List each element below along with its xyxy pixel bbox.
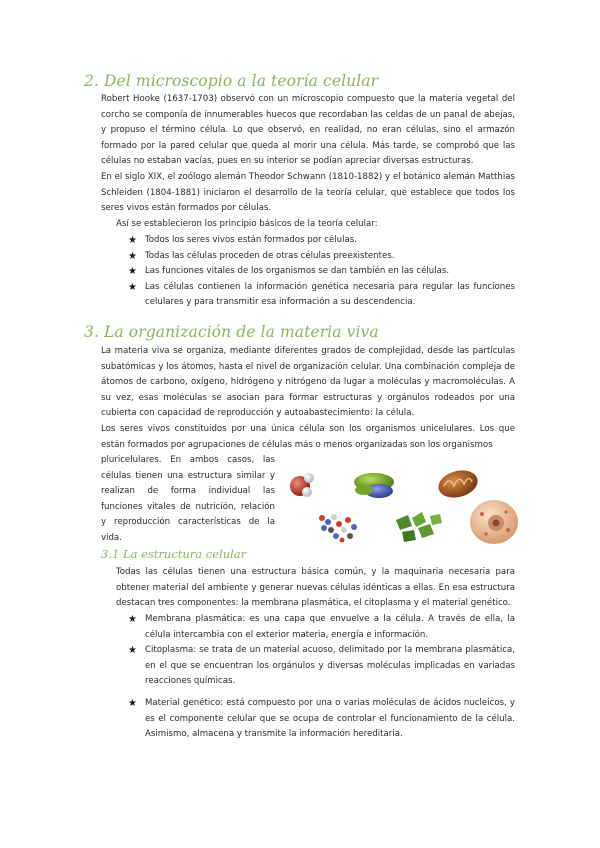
molecules-cluster-shape: [319, 514, 357, 543]
star-bullet-icon: ★: [128, 250, 137, 262]
section-3-wrap-paragraph: pluricelulares. En ambos casos, las células tienen una estructura similar y realizan de forma individual las funciones vitales de nutrición, relación y reproducción características de la vida.: [101, 455, 275, 543]
levels-of-organization-illustration: [284, 460, 520, 546]
list-item: ★ Las células contienen la información genética necesaria para regular las funciones celulares y para transmitir esa información a su descendencia.: [128, 281, 515, 308]
list-item: ★ Citoplasma: se trata de un material acuoso, delimitado por la membrana plasmática, en el que se encuentran los orgánulos y diversas moléculas implicadas en variadas reacciones químicas.: [128, 645, 515, 687]
star-bullet-icon: ★: [128, 281, 137, 293]
hydrogen-atom-shape: [302, 487, 312, 497]
cell-shape: [470, 500, 518, 544]
star-bullet-icon: ★: [128, 614, 137, 625]
section-3-1-intro: Todas las células tienen una estructura básica común, y la maquinaria necesaria para obtener material del ambiente y generar nuevas células idénticas a ellas. En esa estructura destacan tres componentes: la membrana plasmática, el citoplasma y el material genético.: [116, 567, 515, 609]
star-bullet-icon: ★: [128, 697, 137, 709]
list-item: ★ Todos los seres vivos están formados por células.: [128, 233, 515, 249]
mitochondrion-shape: [435, 466, 480, 501]
list-item: ★ Todas las células proceden de otras células preexistentes.: [128, 249, 515, 265]
list-item: ★ Las funciones vitales de los organismos se dan también en las células.: [128, 264, 515, 280]
section-3-paragraph-2: Los seres vivos constituidos por una única célula son los organismos unicelulares. Los que están formados por agrupaciones de células más o menos organizadas son los organismos: [101, 424, 515, 450]
section-2-paragraph-2: En el siglo XIX, el zoólogo alemán Theodor Schwann (1810-1882) y el botánico alemán Matthias Schleiden (1804-1881) iniciaron el desarrollo de la teoría celular, que establece que todos los seres vivos están formados por células.: [101, 172, 515, 214]
list-item: ★ Material genético: está compuesto por una o varias moléculas de ácidos nucleicos, y es el componente celular que se ocupa de controlar el funcionamiento de la célula. Asimismo, almacena y transmite la información hereditaria.: [128, 697, 515, 740]
section-2-paragraph-3: Así se establecieron los principio básicos de la teoría celular:: [116, 219, 378, 229]
section-2-heading: 2. Del microscopio a la teoría celular: [84, 72, 379, 90]
hydrogen-atom-shape: [304, 473, 314, 483]
list-item: ★ Membrana plasmática: es una capa que envuelve a la célula. A través de ella, la célula intercambia con el exterior materia, energía e información.: [128, 614, 515, 640]
macromolecule-shape: [354, 473, 394, 498]
cell-components-list: [128, 612, 515, 743]
section-3-paragraph-1: La materia viva se organiza, mediante diferentes grados de complejidad, desde las partículas subatómicas y los átomos, hasta el nivel de organización celular. Una combinación compleja de átomos de carbono, oxígeno, hidrógeno y nitrógeno da lugar a moléculas y macromoléculas. A su vez, esas moléculas se asocian para formar estructuras y orgánulos rodeados por una cubierta con capacidad de reproducción y autoabastecimiento: la célula.: [101, 346, 515, 419]
section-3-1-heading: 3.1 La estructura celular: [101, 547, 247, 561]
star-bullet-icon: ★: [128, 235, 137, 246]
theory-principles-list: [128, 233, 515, 311]
section-2-paragraph-1: Robert Hooke (1637-1703) observó con un microscopio compuesto que la materia vegetal del corcho se componía de innumerables huecos que recordaban las celdas de un panal de abejas, y propuso el término célula. Lo que observó, en realidad, no eran células, sino el armazón formado por la pared celular que queda al morir una célula. Más tarde, se comprobó que las células no estaban vacías, pues en su interior se podían apreciar diversas estructuras.: [101, 94, 515, 167]
star-bullet-icon: ★: [128, 645, 137, 657]
section-3-heading: 3. La organización de la materia viva: [84, 323, 379, 341]
star-bullet-icon: ★: [128, 266, 137, 278]
organelle-fragments-shape: [396, 512, 442, 542]
